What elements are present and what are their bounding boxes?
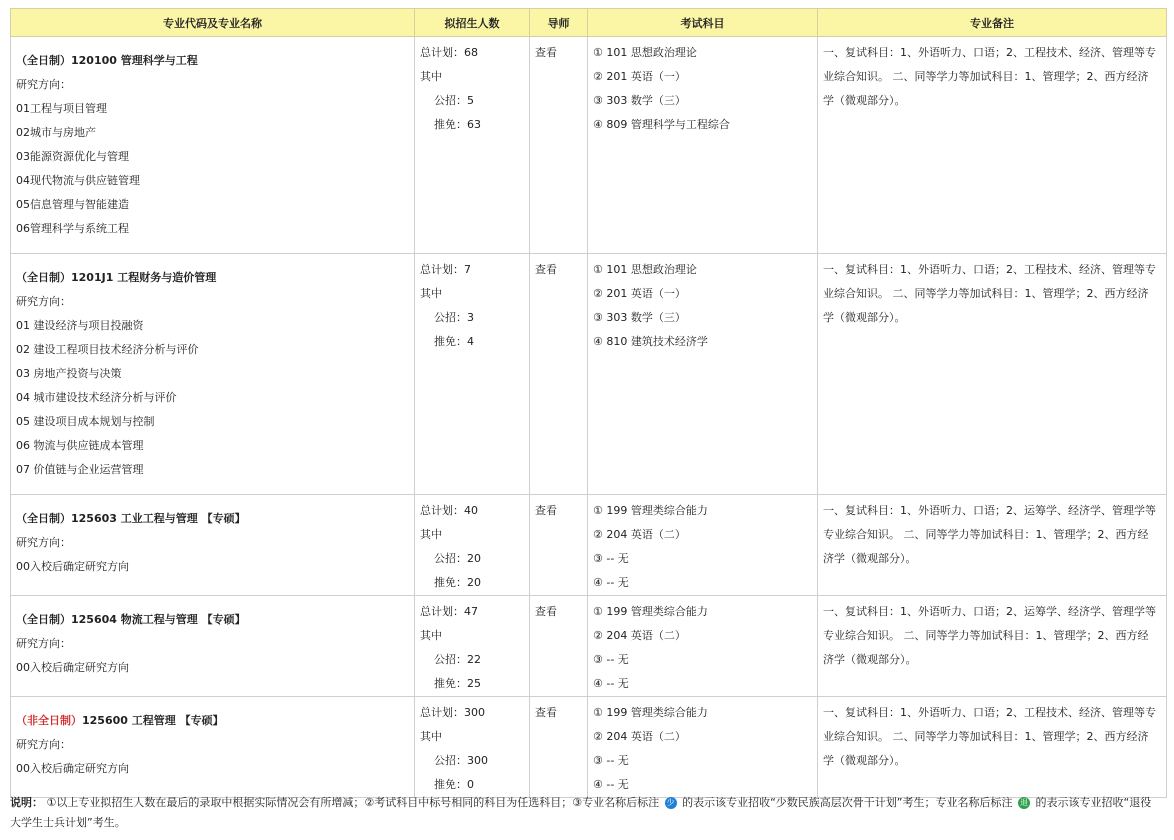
direction-item: 05信息管理与智能建造 xyxy=(16,198,129,211)
direction-item: 06 物流与供应链成本管理 xyxy=(16,439,144,452)
exam-subject: ③ 303 数学（三） xyxy=(593,94,686,107)
exam-subject: ④ -- 无 xyxy=(593,576,629,589)
total-value: 300 xyxy=(464,706,485,719)
quota-cell xyxy=(415,697,530,798)
major-title xyxy=(16,266,409,290)
remark-cell xyxy=(818,596,1167,697)
direction-item: 00入校后确定研究方向 xyxy=(16,661,129,674)
total-value: 68 xyxy=(464,46,478,59)
major-cell xyxy=(11,697,415,798)
quota-total xyxy=(420,499,524,523)
remark-text: 一、复试科目：1、外语听力、口语；2、工程技术、经济、管理等专业综合知识。 二、同等学力等加试科目：1、管理学；2、西方经济学（微观部分）。 xyxy=(823,263,1156,324)
exam-subject: ④ 810 建筑技术经济学 xyxy=(593,335,708,348)
study-mode: （全日制） xyxy=(16,271,71,284)
exam-subject: ③ 303 数学（三） xyxy=(593,311,686,324)
quota-exempt xyxy=(420,672,524,696)
major-cell xyxy=(11,596,415,697)
remark-text: 一、复试科目：1、外语听力、口语；2、工程技术、经济、管理等专业综合知识。 二、同等学力等加试科目：1、管理学；2、西方经济学（微观部分）。 xyxy=(823,706,1156,767)
quota-public xyxy=(420,749,524,773)
exempt-label: 推免： xyxy=(434,778,467,791)
direction-label: 研究方向： xyxy=(16,78,71,91)
direction-label: 研究方向： xyxy=(16,738,71,751)
exam-subject: ① 199 管理类综合能力 xyxy=(593,605,708,618)
exempt-value: 25 xyxy=(467,677,481,690)
header-tutor: 导师 xyxy=(530,9,588,37)
public-value: 300 xyxy=(467,754,488,767)
exempt-value: 0 xyxy=(467,778,474,791)
among-label: 其中 xyxy=(420,730,442,743)
view-tutor-link[interactable]: 查看 xyxy=(535,46,557,59)
quota-total xyxy=(420,41,524,65)
direction-label: 研究方向： xyxy=(16,536,71,549)
public-label: 公招： xyxy=(434,311,467,324)
exam-subject: ③ -- 无 xyxy=(593,653,629,666)
public-value: 22 xyxy=(467,653,481,666)
exempt-label: 推免： xyxy=(434,335,467,348)
tutor-cell xyxy=(530,697,588,798)
header-remarks: 专业备注 xyxy=(818,9,1167,37)
footnote-text-2: 的表示该专业招收“少数民族高层次骨干计划”考生；专业名称后标注 xyxy=(682,796,1013,809)
total-label: 总计划： xyxy=(420,263,464,276)
subjects-cell xyxy=(588,37,818,254)
exam-subject: ② 201 英语（一） xyxy=(593,70,686,83)
major-cell xyxy=(11,37,415,254)
study-mode: （全日制） xyxy=(16,54,71,67)
header-quota: 拟招生人数 xyxy=(415,9,530,37)
direction-item: 04现代物流与供应链管理 xyxy=(16,174,140,187)
public-label: 公招： xyxy=(434,653,467,666)
remark-cell xyxy=(818,495,1167,596)
quota-total xyxy=(420,701,524,725)
quota-cell xyxy=(415,37,530,254)
exam-subject: ④ -- 无 xyxy=(593,778,629,791)
major-code-name: 120100 管理科学与工程 xyxy=(71,54,198,67)
exempt-label: 推免： xyxy=(434,576,467,589)
direction-item: 06管理科学与系统工程 xyxy=(16,222,129,235)
major-title xyxy=(16,49,409,73)
tutor-cell xyxy=(530,596,588,697)
program-table xyxy=(10,8,1167,798)
total-value: 40 xyxy=(464,504,478,517)
direction-label: 研究方向： xyxy=(16,295,71,308)
exam-subject: ① 101 思想政治理论 xyxy=(593,263,697,276)
total-label: 总计划： xyxy=(420,504,464,517)
exam-subject: ① 199 管理类综合能力 xyxy=(593,706,708,719)
quota-public xyxy=(420,306,524,330)
quota-cell xyxy=(415,254,530,495)
exam-subject: ③ -- 无 xyxy=(593,754,629,767)
quota-total xyxy=(420,258,524,282)
subjects-cell xyxy=(588,495,818,596)
public-value: 20 xyxy=(467,552,481,565)
major-title xyxy=(16,709,409,733)
footnote-label: 说明： xyxy=(10,796,43,809)
exempt-label: 推免： xyxy=(434,677,467,690)
exam-subject: ③ -- 无 xyxy=(593,552,629,565)
direction-item: 00入校后确定研究方向 xyxy=(16,762,129,775)
quota-exempt xyxy=(420,571,524,595)
among-label: 其中 xyxy=(420,70,442,83)
remark-cell xyxy=(818,254,1167,495)
footnote-text-3: 的表示该专业招收“退役大学生士兵计划”考生。 xyxy=(10,796,1152,829)
direction-item: 02 建设工程项目技术经济分析与评价 xyxy=(16,343,199,356)
veteran-plan-icon: 退 xyxy=(1020,798,1028,807)
exam-subject: ④ -- 无 xyxy=(593,677,629,690)
footnote-text-1: ①以上专业拟招生人数在最后的录取中根据实际情况会有所增减；②考试科目中标号相同的科目为任选科目；③专业名称后标注 xyxy=(46,796,660,809)
minority-plan-icon: 少 xyxy=(666,798,675,807)
quota-public xyxy=(420,89,524,113)
view-tutor-link[interactable]: 查看 xyxy=(535,504,557,517)
exempt-value: 20 xyxy=(467,576,481,589)
remark-text: 一、复试科目：1、外语听力、口语；2、工程技术、经济、管理等专业综合知识。 二、同等学力等加试科目：1、管理学；2、西方经济学（微观部分）。 xyxy=(823,46,1156,107)
among-label: 其中 xyxy=(420,629,442,642)
table-header-row xyxy=(11,9,1167,37)
major-code-name: 1201J1 工程财务与造价管理 xyxy=(71,271,217,284)
public-label: 公招： xyxy=(434,754,467,767)
quota-public xyxy=(420,648,524,672)
direction-item: 03 房地产投资与决策 xyxy=(16,367,122,380)
quota-public xyxy=(420,547,524,571)
major-cell xyxy=(11,495,415,596)
exempt-value: 63 xyxy=(467,118,481,131)
direction-item: 04 城市建设技术经济分析与评价 xyxy=(16,391,177,404)
exam-subject: ② 204 英语（二） xyxy=(593,528,686,541)
quota-exempt xyxy=(420,113,524,137)
total-value: 7 xyxy=(464,263,471,276)
quota-total xyxy=(420,600,524,624)
study-mode: （全日制） xyxy=(16,512,71,525)
direction-item: 02城市与房地产 xyxy=(16,126,96,139)
exam-subject: ① 101 思想政治理论 xyxy=(593,46,697,59)
quota-exempt xyxy=(420,330,524,354)
total-value: 47 xyxy=(464,605,478,618)
remark-text: 一、复试科目：1、外语听力、口语；2、运筹学、经济学、管理学等专业综合知识。 二、同等学力等加试科目：1、管理学；2、西方经济学（微观部分）。 xyxy=(823,504,1156,565)
table-row xyxy=(11,37,1167,254)
public-label: 公招： xyxy=(434,94,467,107)
study-mode: （全日制） xyxy=(16,613,71,626)
exam-subject: ② 204 英语（二） xyxy=(593,730,686,743)
tutor-cell xyxy=(530,37,588,254)
exempt-value: 4 xyxy=(467,335,474,348)
subjects-cell xyxy=(588,596,818,697)
major-code-name: 125600 工程管理 【专硕】 xyxy=(82,714,224,727)
major-title xyxy=(16,507,409,531)
table-row xyxy=(11,596,1167,697)
major-code-name: 125603 工业工程与管理 【专硕】 xyxy=(71,512,246,525)
among-label: 其中 xyxy=(420,287,442,300)
direction-item: 01工程与项目管理 xyxy=(16,102,107,115)
total-label: 总计划： xyxy=(420,46,464,59)
direction-item: 00入校后确定研究方向 xyxy=(16,560,129,573)
total-label: 总计划： xyxy=(420,706,464,719)
public-value: 3 xyxy=(467,311,474,324)
remark-cell xyxy=(818,37,1167,254)
view-tutor-link[interactable]: 查看 xyxy=(535,605,557,618)
among-label: 其中 xyxy=(420,528,442,541)
direction-item: 03能源资源优化与管理 xyxy=(16,150,129,163)
exam-subject: ② 201 英语（一） xyxy=(593,287,686,300)
exam-subject: ① 199 管理类综合能力 xyxy=(593,504,708,517)
public-value: 5 xyxy=(467,94,474,107)
header-subjects: 考试科目 xyxy=(588,9,818,37)
view-tutor-link[interactable]: 查看 xyxy=(535,706,557,719)
table-row xyxy=(11,254,1167,495)
subjects-cell xyxy=(588,254,818,495)
public-label: 公招： xyxy=(434,552,467,565)
exempt-label: 推免： xyxy=(434,118,467,131)
direction-item: 07 价值链与企业运营管理 xyxy=(16,463,144,476)
quota-cell xyxy=(415,596,530,697)
table-row xyxy=(11,697,1167,798)
direction-label: 研究方向： xyxy=(16,637,71,650)
direction-item: 01 建设经济与项目投融资 xyxy=(16,319,144,332)
major-title xyxy=(16,608,409,632)
subjects-cell xyxy=(588,697,818,798)
quota-cell xyxy=(415,495,530,596)
exam-subject: ④ 809 管理科学与工程综合 xyxy=(593,118,730,131)
header-major: 专业代码及专业名称 xyxy=(11,9,415,37)
remark-text: 一、复试科目：1、外语听力、口语；2、运筹学、经济学、管理学等专业综合知识。 二、同等学力等加试科目：1、管理学；2、西方经济学（微观部分）。 xyxy=(823,605,1156,666)
view-tutor-link[interactable]: 查看 xyxy=(535,263,557,276)
direction-item: 05 建设项目成本规划与控制 xyxy=(16,415,155,428)
exam-subject: ② 204 英语（二） xyxy=(593,629,686,642)
tutor-cell xyxy=(530,254,588,495)
study-mode: （非全日制） xyxy=(16,714,82,727)
table-row xyxy=(11,495,1167,596)
total-label: 总计划： xyxy=(420,605,464,618)
footnote xyxy=(10,793,1160,833)
major-code-name: 125604 物流工程与管理 【专硕】 xyxy=(71,613,246,626)
remark-cell xyxy=(818,697,1167,798)
major-cell xyxy=(11,254,415,495)
tutor-cell xyxy=(530,495,588,596)
